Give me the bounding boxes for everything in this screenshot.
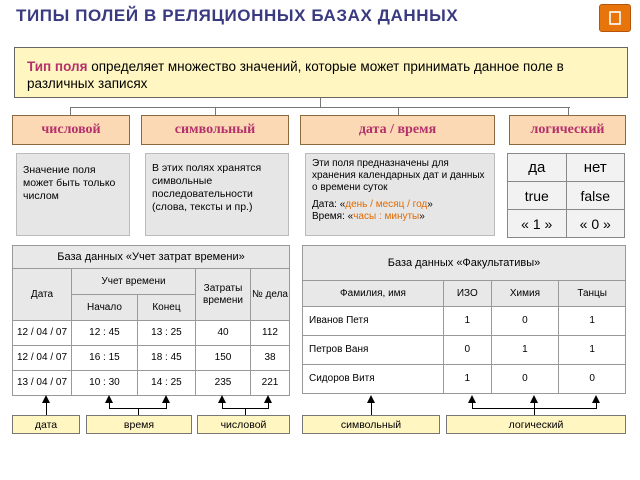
table-row: Сидоров Витя 1 0 0 [303,365,626,394]
time-format: часы : минуты [353,211,420,222]
connector-line [70,107,71,115]
datetime-intro: Эти поля предназначены для хранения календарных дат и данных о времени суток [312,158,485,193]
connector-line [398,107,399,115]
label-date: дата [12,415,80,434]
page-title: ТИПЫ ПОЛЕЙ В РЕЛЯЦИОННЫХ БАЗАХ ДАННЫХ [16,6,459,25]
col-start: Начало [72,295,138,321]
table-row: 12 / 04 / 07 16 : 15 18 : 45 150 38 [13,346,290,371]
col-spent: Затраты времени [196,269,251,321]
symbolic-description: В этих полях хранятся символьные последовательности (слова, тексты и пр.) [145,153,289,236]
table-row: 13 / 04 / 07 10 : 30 14 : 25 235 221 [13,371,290,396]
table-row: Петров Ваня 0 1 1 [303,336,626,365]
logical-false: false [566,182,625,210]
category-logical: логический [509,115,626,145]
date-format: день / месяц / год [345,199,428,210]
return-button[interactable] [599,4,631,32]
definition-term: Тип поля [27,59,88,74]
category-symbolic: символьный [141,115,289,145]
label-symbolic: символьный [302,415,440,434]
logical-true: true [508,182,567,210]
logical-values-table [507,153,625,238]
connector-line [215,107,216,115]
logical-no: нет [566,154,625,182]
definition-box [14,47,628,98]
table-row: Иванов Петя 1 0 1 [303,307,626,336]
label-logical: логический [446,415,626,434]
elective-db-table [302,245,626,394]
col-time: Учет времени [72,269,196,295]
time-format-line: Время: «часы : минуты» [312,211,425,222]
col-izo: ИЗО [444,281,492,307]
definition-text: определяет множество значений, которые может принимать данное поле в различных записях [27,59,564,91]
connector-line [320,98,321,108]
col-date: Дата [13,269,72,321]
logical-one: « 1 » [508,210,567,238]
elective-db-caption: База данных «Факультативы» [303,246,626,281]
date-format-line: Дата: «день / месяц / год» [312,199,433,210]
label-time: время [86,415,192,434]
return-icon [609,11,621,25]
table-row: 12 / 04 / 07 12 : 45 13 : 25 40 112 [13,321,290,346]
logical-yes: да [508,154,567,182]
category-numeric: числовой [12,115,130,145]
category-datetime: дата / время [300,115,495,145]
numeric-description: Значение поля может быть только числом [16,153,130,236]
time-db-caption: База данных «Учет затрат времени» [13,246,290,269]
col-name: Фамилия, имя [303,281,444,307]
label-numeric: числовой [197,415,290,434]
col-num: № дела [251,269,290,321]
connector-line [568,107,569,115]
col-dance: Танцы [559,281,626,307]
time-db-table [12,245,290,396]
col-end: Конец [137,295,195,321]
logical-zero: « 0 » [566,210,625,238]
col-chem: Химия [491,281,559,307]
datetime-description [305,153,495,236]
